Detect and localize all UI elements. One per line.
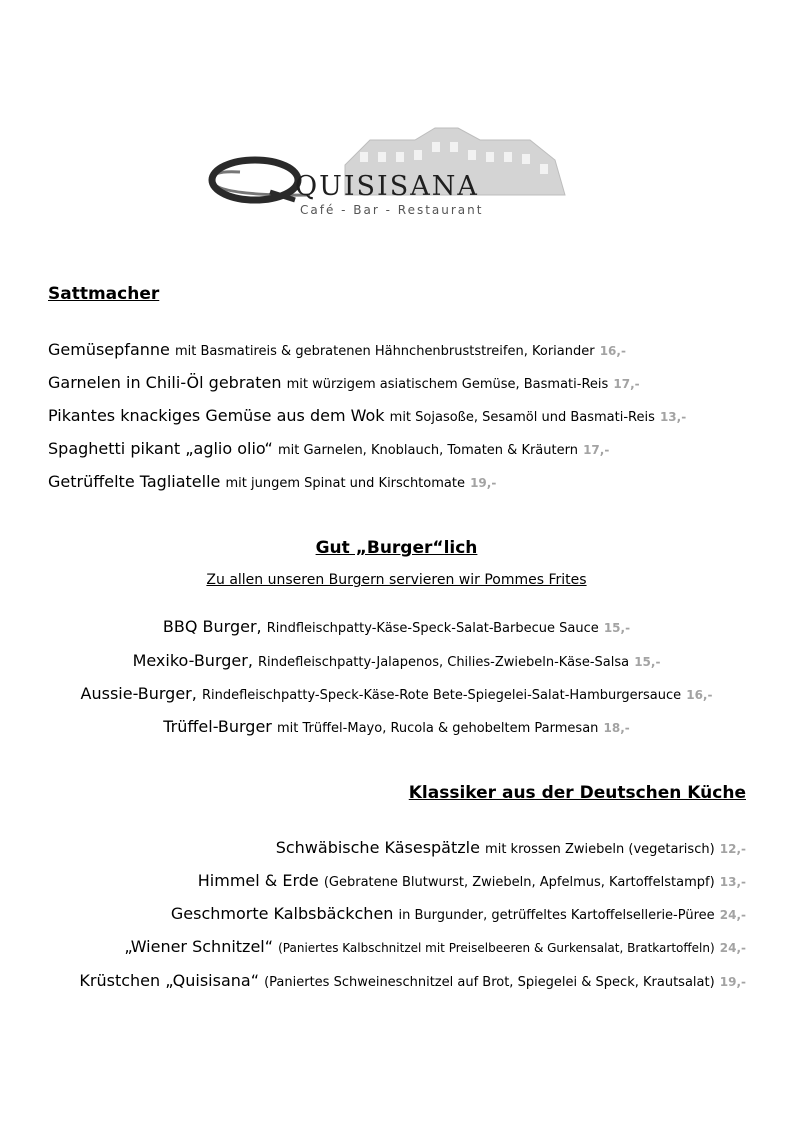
item-price: 13,- [659,410,687,424]
item-name: Getrüffelte Tagliatelle [48,472,221,491]
section-subtitle-burger: Zu allen unseren Burgern servieren wir Pommes Frites [206,572,587,588]
item-price: 13,- [719,875,746,889]
item-name: Garnelen in Chili-Öl gebraten [48,373,282,392]
menu-item [0,717,793,739]
item-description: mit Garnelen, Knoblauch, Tomaten & Kräutern [277,443,578,458]
item-description: in Burgunder, getrüffeltes Kartoffelsellerie-Püree [398,908,715,923]
menu-item [0,651,793,673]
menu-item [124,937,746,958]
item-price: 17,- [613,377,640,391]
menu-item [48,340,626,362]
section-title-sattmacher: Sattmacher [48,284,160,304]
menu-item [48,373,640,395]
logo-wordmark: QUISISANA [295,171,479,202]
item-name: Spaghetti pikant „aglio olio“ [48,439,273,458]
menu-item [0,617,793,639]
menu-item [276,838,746,860]
item-name: Pikantes knackiges Gemüse aus dem Wok [48,406,385,425]
item-description: mit jungem Spinat und Kirschtomate [225,476,465,491]
item-description: mit würzigem asiatischem Gemüse, Basmati-Reis [286,377,609,392]
logo-graphic [200,120,580,220]
item-name: Himmel & Erde [197,871,319,890]
item-price: 12,- [719,842,746,856]
item-price: 19,- [719,975,746,989]
item-name: Aussie-Burger, [80,684,197,703]
item-price: 24,- [719,941,746,955]
item-name: Schwäbische Käsespätzle [275,838,480,857]
menu-item [198,871,746,893]
item-name: „Wiener Schnitzel“ [124,937,274,956]
menu-item [79,971,746,993]
item-description: (Paniertes Schweineschnitzel auf Brot, Spiegelei & Speck, Krautsalat) [264,975,715,990]
menu-item [0,684,793,706]
item-description: (Gebratene Blutwurst, Zwiebeln, Apfelmus, Kartoffelstampf) [323,875,715,890]
item-description: mit Trüffel-Mayo, Rucola & gehobeltem Parmesan [276,721,599,736]
section-title-burger: Gut „Burger“lich [315,538,478,558]
item-description: mit Sojasoße, Sesamöl und Basmati-Reis [389,410,655,425]
item-price: 18,- [603,721,630,735]
item-price: 16,- [599,344,626,358]
item-name: Trüffel-Burger [163,717,272,736]
item-price: 15,- [603,621,631,635]
restaurant-logo [200,120,580,220]
item-description: mit krossen Zwiebeln (vegetarisch) [485,842,715,857]
item-name: Krüstchen „Quisisana“ [79,971,259,990]
menu-item [48,406,686,428]
item-price: 24,- [719,908,746,922]
item-price: 15,- [634,655,661,669]
item-description: (Paniertes Kalbschnitzel mit Preiselbeeren & Gurkensalat, Bratkartoffeln) [278,941,715,955]
item-price: 19,- [470,476,497,490]
item-name: Geschmorte Kalbsbäckchen [170,904,394,923]
section-title-klassiker: Klassiker aus der Deutschen Küche [408,783,746,803]
item-name: Mexiko-Burger, [132,651,253,670]
menu-item [48,472,496,494]
menu-item [171,904,746,926]
logo-tagline: Café - Bar - Restaurant [300,203,484,217]
item-price: 17,- [583,443,610,457]
item-description: Rindefleischpatty-Jalapenos, Chilies-Zwiebeln-Käse-Salsa [258,655,630,670]
item-description: Rindfleischpatty-Käse-Speck-Salat-Barbecue Sauce [266,621,599,636]
item-description: mit Basmatireis & gebratenen Hähnchenbruststreifen, Koriander [174,344,595,359]
item-price: 16,- [686,688,713,702]
item-name: Gemüsepfanne [48,340,170,359]
item-description: Rindefleischpatty-Speck-Käse-Rote Bete-Spiegelei-Salat-Hamburgersauce [201,688,682,703]
menu-item [48,439,609,461]
item-name: BBQ Burger, [162,617,262,636]
